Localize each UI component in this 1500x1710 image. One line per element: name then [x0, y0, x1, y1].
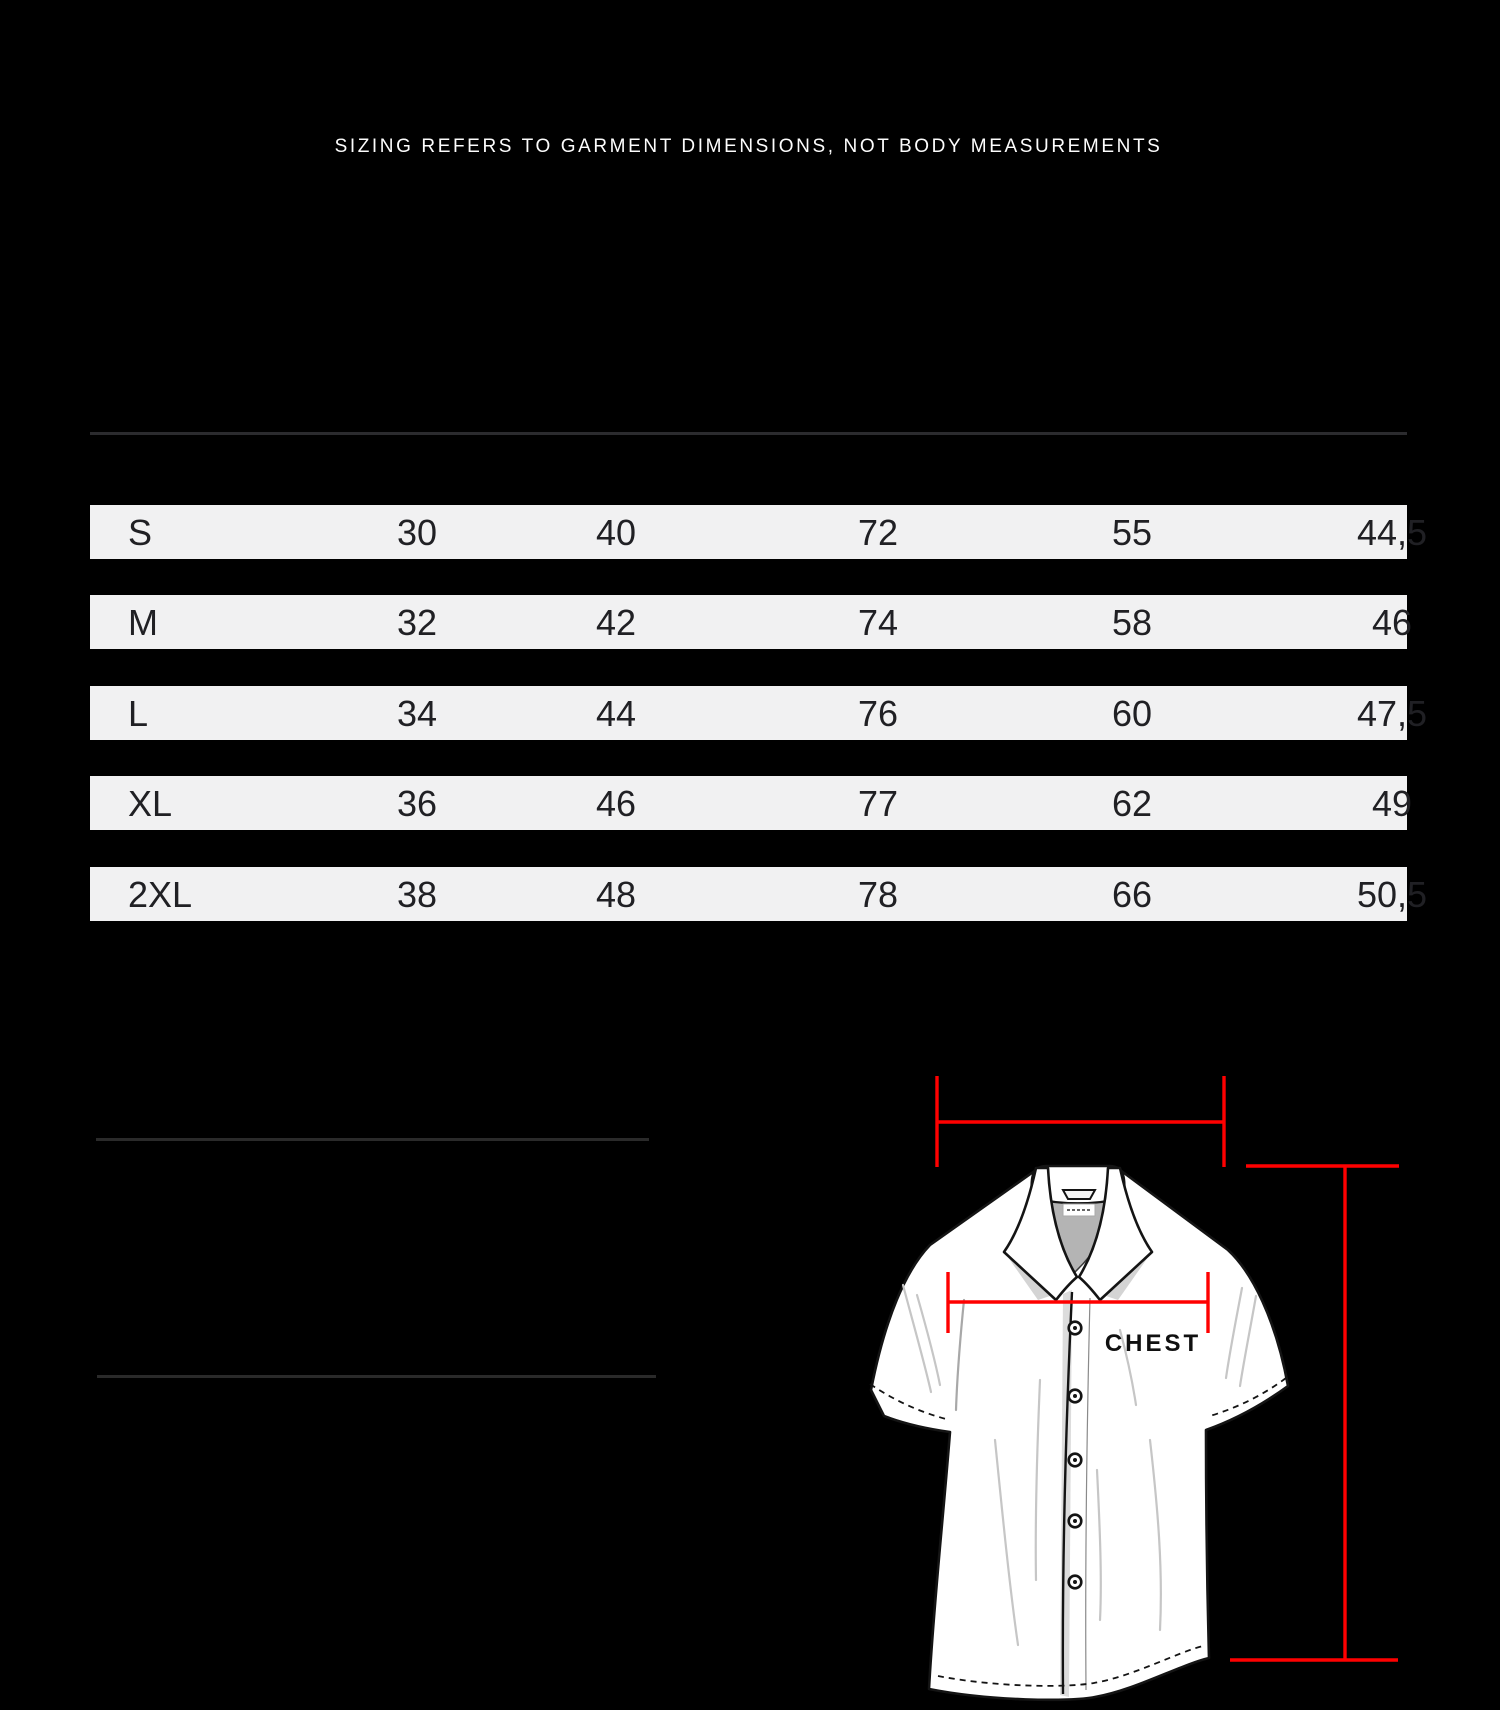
measure-value: 40 [595, 512, 637, 553]
size-label: M [128, 602, 158, 643]
table-header-divider [90, 432, 1407, 435]
table-row-s [90, 505, 1428, 559]
table-row-2xl [90, 867, 1428, 921]
measure-value: 76 [857, 693, 899, 734]
measure-value: 47,5 [1356, 693, 1428, 734]
size-label: XL [128, 783, 173, 824]
shirt-measurement-diagram [690, 1020, 1410, 1710]
sizing-note: SIZING REFERS TO GARMENT DIMENSIONS, NOT BODY MEASUREMENTS [334, 136, 1163, 157]
measure-value: 46 [595, 783, 637, 824]
button [1069, 1452, 1082, 1466]
button [1069, 1574, 1082, 1588]
table-row-l [90, 686, 1428, 740]
measure-value: 66 [1111, 874, 1153, 915]
length-measure-line [1230, 1166, 1399, 1660]
neck-label [1063, 1204, 1095, 1216]
measure-value: 55 [1111, 512, 1153, 553]
measure-value: 48 [595, 874, 637, 915]
button [1069, 1388, 1082, 1402]
measure-value: 38 [396, 874, 438, 915]
measure-value: 36 [396, 783, 438, 824]
measure-value: 77 [857, 783, 899, 824]
measure-value: 60 [1111, 693, 1153, 734]
section-divider-1 [96, 1138, 649, 1141]
measure-value: 72 [857, 512, 899, 553]
size-label: S [128, 512, 153, 553]
hanger-loop [1063, 1190, 1095, 1199]
measure-value: 42 [595, 602, 637, 643]
measure-value: 34 [396, 693, 438, 734]
table-row-xl [90, 776, 1413, 830]
measure-value: 30 [396, 512, 438, 553]
measure-value: 78 [857, 874, 899, 915]
section-divider-2 [97, 1375, 656, 1378]
measure-value: 49 [1371, 783, 1413, 824]
button [1069, 1513, 1082, 1527]
size-label: 2XL [128, 874, 193, 915]
measure-value: 50,5 [1356, 874, 1428, 915]
shoulder-measure-line [937, 1076, 1224, 1167]
measure-value: 62 [1111, 783, 1153, 824]
measure-value: 32 [396, 602, 438, 643]
measure-value: 74 [857, 602, 899, 643]
size-label: L [128, 693, 149, 734]
measure-value: 44 [595, 693, 637, 734]
table-row-m [90, 595, 1413, 649]
shirt-illustration [870, 1166, 1288, 1700]
chest-label: CHEST [1104, 1330, 1202, 1357]
measure-value: 44,5 [1356, 512, 1428, 553]
measure-value: 46 [1371, 602, 1413, 643]
measure-value: 58 [1111, 602, 1153, 643]
button [1069, 1320, 1082, 1334]
